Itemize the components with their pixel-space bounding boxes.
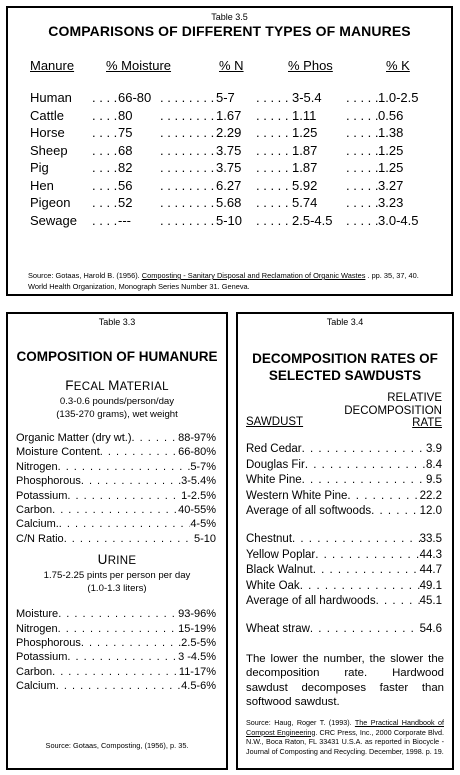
item-value: 4.5-6% — [181, 680, 216, 693]
item-label: Nitrogen — [16, 622, 58, 635]
leader-dots — [256, 125, 292, 140]
table-cell: Hen — [30, 177, 54, 193]
table-title: COMPOSITION OF HUMANURE — [16, 349, 218, 364]
item-value: 3 -4.5% — [178, 651, 216, 664]
list-item — [246, 622, 442, 638]
list-item — [16, 503, 216, 517]
item-value: 3-5.4% — [181, 475, 216, 488]
fecal-description: 0.3-0.6 pounds/person/day (135-270 grams), wet weight — [56, 396, 178, 420]
item-value: 8.4 — [426, 458, 442, 471]
leader-dots — [160, 90, 216, 105]
column-header: % K — [386, 58, 410, 73]
item-label: C/N Ratio — [16, 532, 64, 545]
leader-dots — [92, 213, 118, 228]
leader-dots — [310, 622, 420, 638]
table-cell: 1.38 — [378, 125, 404, 140]
table-cell: 2.5-4.5 — [292, 212, 333, 228]
item-label: Average of all hardwoods — [246, 595, 376, 608]
leader-dots — [256, 108, 292, 123]
item-value: 5-10 — [193, 532, 216, 545]
list-item — [246, 504, 442, 520]
item-value: 44.7 — [419, 564, 442, 577]
item-label: Average of all softwoods — [246, 505, 372, 518]
item-label: Moisture Content — [16, 446, 100, 459]
leader-dots — [346, 178, 378, 193]
column-header: % N — [219, 58, 244, 73]
section-heading-urine: URINE — [97, 552, 137, 568]
list-item — [246, 473, 442, 489]
table-cell: 1.0-2.5 — [378, 90, 419, 105]
leader-dots — [256, 160, 292, 175]
item-value: 40-55% — [178, 503, 216, 516]
table-row — [30, 213, 430, 231]
table-cell: 5-7 — [216, 90, 235, 105]
table-cell: Pigeon — [30, 195, 71, 210]
leader-dots — [67, 650, 178, 664]
list-item — [16, 431, 216, 445]
leader-dots — [59, 517, 191, 531]
table-cell: 68 — [118, 142, 133, 158]
list-item — [16, 474, 216, 488]
leader-dots — [346, 160, 378, 175]
item-label: Phosphorous — [16, 475, 81, 488]
leader-dots — [313, 563, 420, 579]
list-item — [16, 622, 216, 636]
leader-dots — [305, 458, 426, 474]
table-cell: 3-5.4 — [292, 90, 322, 105]
item-label: Black Walnut — [246, 564, 313, 577]
table-number: Table 3.3 — [98, 317, 136, 327]
table-cell: 1.25 — [292, 125, 318, 140]
table-header — [8, 58, 451, 78]
table-cell: Horse — [30, 125, 65, 140]
item-label: Moisture — [16, 608, 59, 621]
other-list — [238, 622, 452, 638]
item-value: 4-5% — [190, 518, 216, 531]
table-cell: 82 — [118, 160, 133, 175]
table-cell: 80 — [118, 107, 133, 123]
item-label: Potassium — [16, 489, 68, 502]
leader-dots — [347, 489, 419, 505]
leader-dots — [160, 213, 216, 228]
item-value: 1-2.5% — [181, 489, 216, 502]
list-item — [16, 445, 216, 459]
item-label: Wheat straw — [246, 622, 310, 635]
list-item — [16, 532, 216, 546]
leader-dots — [100, 445, 178, 459]
leader-dots — [256, 213, 292, 228]
table-header — [238, 392, 452, 440]
table-number: Table 3.5 — [211, 12, 248, 22]
list-item — [16, 665, 216, 679]
item-value: 9.5 — [426, 474, 442, 487]
urine-list — [8, 607, 226, 693]
item-value: 33.5 — [419, 532, 442, 545]
leader-dots — [292, 532, 420, 548]
list-item — [246, 579, 442, 595]
table-cell: 6.27 — [216, 177, 242, 193]
list-item — [16, 650, 216, 664]
table-cell: 66-80 — [118, 90, 152, 105]
list-item — [16, 679, 216, 693]
list-item — [16, 460, 216, 474]
list-item — [246, 532, 442, 548]
leader-dots — [256, 143, 292, 158]
item-value: 2.5-5% — [181, 636, 216, 649]
item-label: Western White Pine — [246, 489, 348, 502]
table-cell: 5.74 — [292, 195, 318, 210]
leader-dots — [346, 90, 378, 105]
leader-dots — [160, 195, 216, 210]
table-cell: 5-10 — [216, 212, 243, 228]
leader-dots — [81, 474, 181, 488]
item-label: Chestnut — [246, 532, 293, 545]
item-label: Phosphorous — [16, 636, 81, 649]
item-label: White Pine — [246, 474, 302, 487]
item-label: Organic Matter (dry wt.) — [16, 432, 132, 444]
item-value: 93-96% — [178, 608, 216, 621]
table-row — [30, 90, 430, 108]
table-cell: 1.67 — [216, 107, 242, 123]
table-cell: 1.87 — [292, 160, 318, 175]
leader-dots — [302, 473, 426, 489]
leader-dots — [92, 90, 118, 105]
item-value: 12.0 — [419, 505, 442, 518]
table-cell: 3.27 — [378, 177, 404, 193]
table-cell: 3.75 — [216, 160, 242, 175]
leader-dots — [52, 503, 178, 517]
manure-comparison-table — [6, 6, 453, 296]
section-heading-fecal: FECAL MATERIAL — [65, 378, 169, 393]
table-row — [30, 143, 430, 161]
humanure-composition-table — [6, 312, 228, 770]
leader-dots — [52, 665, 179, 679]
source-citation: Source: Gotaas, Harold B. (1956). Composting - Sanitary Disposal and Reclamation of Organic Wastes . pp. 35, 37, 40. World Health Organization, Monograph Series Number 31. Geneva. — [28, 271, 419, 291]
leader-dots — [160, 125, 216, 140]
leader-dots — [58, 460, 191, 474]
item-value: 66-80% — [178, 446, 216, 459]
leader-dots — [371, 504, 420, 520]
item-value: 22.2 — [419, 489, 442, 502]
table-row — [30, 178, 430, 196]
item-value: 54.6 — [419, 622, 442, 635]
table-cell: --- — [118, 212, 131, 228]
leader-dots — [92, 125, 118, 140]
leader-dots — [160, 160, 216, 175]
item-value: 44.3 — [419, 548, 442, 561]
table-cell: 5.68 — [216, 195, 242, 210]
table-cell: Sheep — [30, 142, 68, 158]
leader-dots — [346, 108, 378, 123]
leader-dots — [160, 143, 216, 158]
leader-dots — [81, 636, 181, 650]
leader-dots — [315, 548, 419, 564]
item-label: Nitrogen — [16, 460, 58, 473]
table-cell: 2.29 — [216, 125, 242, 140]
list-item — [246, 548, 442, 564]
table-cell: Cattle — [30, 107, 64, 123]
item-label: Carbon — [16, 503, 53, 516]
column-header: RELATIVE DECOMPOSITION RATE — [344, 392, 442, 429]
leader-dots — [92, 195, 118, 210]
item-label: Calcium — [16, 680, 56, 693]
leader-dots — [346, 195, 378, 210]
column-header: % Moisture — [106, 58, 172, 73]
item-label: Red Cedar — [246, 443, 302, 455]
item-label: Douglas Fir — [246, 458, 305, 471]
leader-dots — [346, 143, 378, 158]
table-cell: Human — [30, 90, 72, 105]
table-cell: 1.87 — [292, 142, 318, 158]
softwood-list — [238, 442, 452, 520]
urine-description: 1.75-2.25 pints per person per day (1.0-1.3 liters) — [43, 570, 191, 595]
item-label: Carbon — [16, 665, 53, 678]
table-cell: 1.25 — [378, 142, 404, 158]
item-label: Calcium. — [16, 518, 59, 531]
leader-dots — [302, 442, 426, 458]
table-row — [30, 160, 430, 178]
item-value: 88-97% — [178, 432, 216, 444]
column-header: SAWDUST — [246, 416, 304, 428]
leader-dots — [92, 143, 118, 158]
leader-dots — [376, 594, 420, 610]
table-cell: 75 — [118, 125, 133, 140]
list-item — [246, 594, 442, 610]
hardwood-list — [238, 532, 452, 610]
list-item — [16, 489, 216, 503]
table-cell: 5.92 — [292, 177, 318, 193]
leader-dots — [92, 178, 118, 193]
column-header: Manure — [30, 58, 75, 73]
leader-dots — [160, 178, 216, 193]
item-value: 11-17% — [178, 665, 216, 678]
table-row — [30, 108, 430, 126]
table-title: COMPARISONS OF DIFFERENT TYPES OF MANURES — [48, 23, 411, 39]
table-row — [30, 125, 430, 143]
table-cell: Sewage — [30, 212, 77, 228]
table-cell: 56 — [118, 177, 133, 193]
leader-dots — [160, 108, 216, 123]
leader-dots — [67, 489, 181, 503]
fecal-list — [8, 431, 226, 546]
table-cell: 3.75 — [216, 142, 242, 158]
list-item — [246, 563, 442, 579]
column-header: % Phos — [288, 58, 333, 73]
leader-dots — [132, 431, 179, 445]
sawdust-decomposition-table — [236, 312, 454, 770]
leader-dots — [64, 532, 194, 546]
list-item — [16, 517, 216, 531]
list-item — [16, 636, 216, 650]
leader-dots — [300, 579, 420, 595]
table-cell: 1.25 — [378, 160, 404, 175]
table-number: Table 3.4 — [326, 317, 364, 327]
table-row — [30, 195, 430, 213]
manure-rows — [30, 90, 430, 230]
item-label: White Oak — [246, 579, 300, 592]
item-value: 3.9 — [426, 443, 442, 455]
list-item — [246, 442, 442, 458]
leader-dots — [58, 622, 179, 636]
leader-dots — [346, 125, 378, 140]
item-label: Potassium — [16, 651, 68, 664]
list-item — [16, 607, 216, 621]
leader-dots — [56, 679, 181, 693]
item-label: Yellow Poplar — [246, 548, 316, 561]
item-value: 49.1 — [419, 579, 442, 592]
item-value: 45.1 — [419, 595, 442, 608]
leader-dots — [92, 108, 118, 123]
leader-dots — [346, 213, 378, 228]
item-value: 15-19% — [178, 622, 216, 635]
leader-dots — [256, 195, 292, 210]
leader-dots — [256, 178, 292, 193]
leader-dots — [58, 607, 178, 621]
table-cell: 52 — [118, 195, 133, 210]
leader-dots — [256, 90, 292, 105]
table-cell: 3.0-4.5 — [378, 212, 419, 228]
table-cell: 0.56 — [378, 107, 404, 123]
list-item — [246, 489, 442, 505]
item-value: 5-7% — [190, 460, 216, 473]
explanatory-note: The lower the number, the slower the decomposition rate. Hardwood sawdust decomposes faster than softwood sawdust. — [246, 652, 444, 709]
table-title: DECOMPOSITION RATES OF SELECTED SAWDUSTS — [252, 351, 438, 383]
table-cell: 1.11 — [292, 107, 317, 123]
source-citation: Source: Gotaas, Composting, (1956), p. 35. — [45, 741, 189, 750]
source-citation: Source: Haug, Roger T. (1993). The Practical Handbook of Compost Engineering. CRC Press, Inc., 2000 Corporate Blvd. N.W., Boca Raton, FL 33431 U.S.A. as reported in Biocycle - Journal of Composting and Recycling. December, 1998. p. 19. — [246, 717, 444, 756]
table-cell: 3.23 — [378, 195, 404, 210]
table-cell: Pig — [30, 160, 49, 175]
leader-dots — [92, 160, 118, 175]
list-item — [246, 458, 442, 474]
